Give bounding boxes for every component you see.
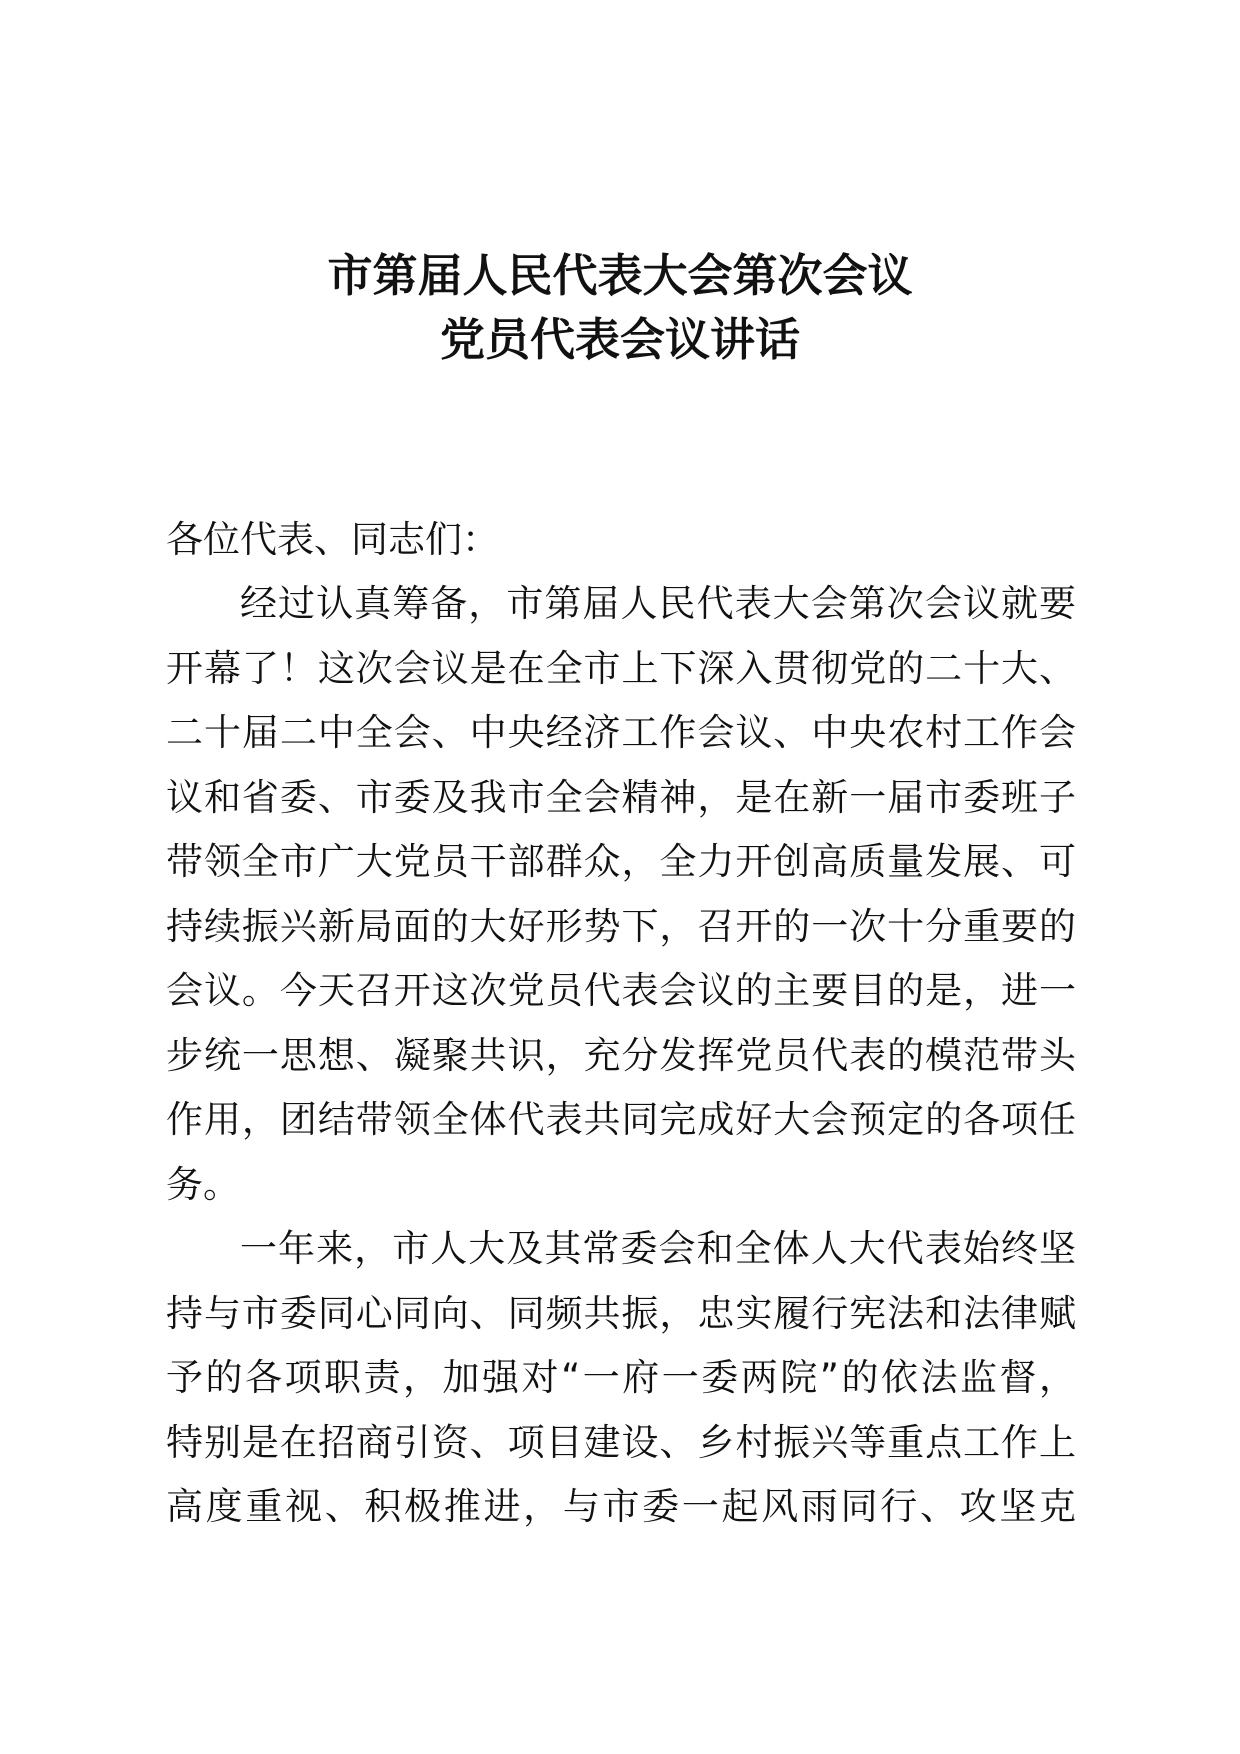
paragraph-line: 开幕了！这次会议是在全市上下深入贯彻党的二十大、 [166, 646, 1076, 690]
paragraph-line: 经过认真筹备，市第届人民代表大会第次会议就要 [240, 582, 1076, 625]
paragraph-line: 会议。今天召开这次党员代表会议的主要目的是，进一 [166, 969, 1076, 1012]
title-line-1: 市第届人民代表大会第次会议 [327, 249, 913, 302]
paragraph-2 [166, 1217, 1076, 1540]
paragraph-line: 一年来，市人大及其常委会和全体人大代表始终坚 [240, 1227, 1076, 1270]
paragraph-line: 特别是在招商引资、项目建设、乡村振兴等重点工作上 [166, 1420, 1076, 1464]
paragraph-line: 持与市委同心同向、同频共振，忠实履行宪法和法律赋 [166, 1291, 1076, 1335]
paragraph-line: 务。 [166, 1162, 240, 1206]
document-body [166, 508, 1076, 1540]
paragraph-line: 二十届二中全会、中央经济工作会议、中央农村工作会 [166, 711, 1076, 754]
greeting: 各位代表、同志们： [166, 518, 499, 561]
paragraph-line: 持续振兴新局面的大好形势下，召开的一次十分重要的 [166, 904, 1076, 948]
paragraph-1 [166, 572, 1076, 1217]
title-line-2: 党员代表会议讲话 [439, 313, 800, 366]
paragraph-line: 步统一思想、凝聚共识，充分发挥党员代表的模范带头 [166, 1033, 1076, 1077]
paragraph-line: 带领全市广大党员干部群众，全力开创高质量发展、可 [166, 840, 1076, 883]
paragraph-line: 议和省委、市委及我市全会精神，是在新一届市委班子 [166, 775, 1076, 819]
paragraph-line: 高度重视、积极推进，与市委一起风雨同行、攻坚克 [166, 1485, 1076, 1528]
paragraph-line: 予的各项职责，加强对“一府一委两院”的依法监督， [166, 1356, 1076, 1399]
paragraph-line: 作用，团结带领全体代表共同完成好大会预定的各项任 [166, 1098, 1076, 1141]
document-title [0, 244, 1240, 372]
